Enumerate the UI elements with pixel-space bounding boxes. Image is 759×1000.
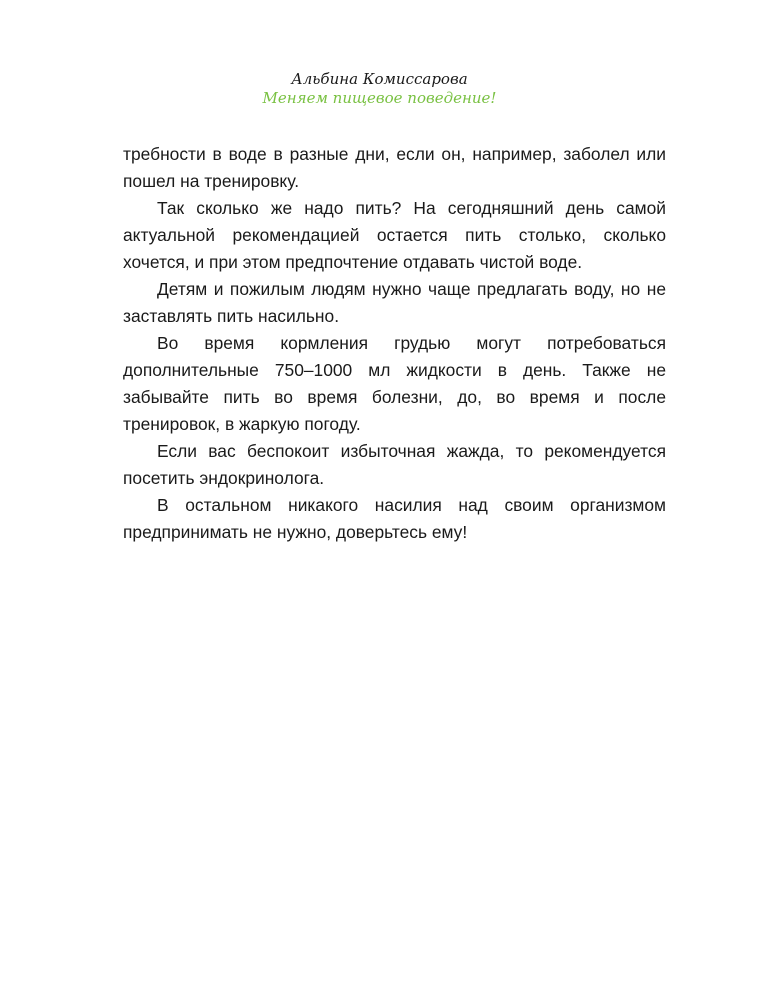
paragraph-excessive-thirst: Если вас беспокоит избыточная жажда, то рекомендуется посетить эндокринолога. (123, 441, 666, 488)
body-text (123, 141, 666, 546)
header-author: Альбина Комиссарова (291, 70, 468, 88)
header-subtitle: Меняем пищевое поведение! (262, 89, 497, 107)
paragraph-breastfeeding: Во время кормления грудью могут потребоваться дополнительные 750–1000 мл жидкости в день. Также не забывайте пить во время болезни, до, во время и после тренировок, в жаркую погоду. (123, 333, 666, 434)
paragraph-children-elderly: Детям и пожилым людям нужно чаще предлагать воду, но не заставлять пить насильно. (123, 279, 666, 326)
paragraph-continuation: требности в воде в разные дни, если он, например, заболел или пошел на тренировку. (123, 144, 666, 191)
paragraph-trust-body: В остальном никакого насилия над своим организмом предпринимать не нужно, доверьтесь ему! (123, 495, 666, 542)
running-header (0, 69, 759, 107)
paragraph-how-much-to-drink: Так сколько же надо пить? На сегодняшний день самой актуальной рекомендацией остается пить столько, сколько хочется, и при этом предпочтение отдавать чистой воде. (123, 198, 666, 272)
